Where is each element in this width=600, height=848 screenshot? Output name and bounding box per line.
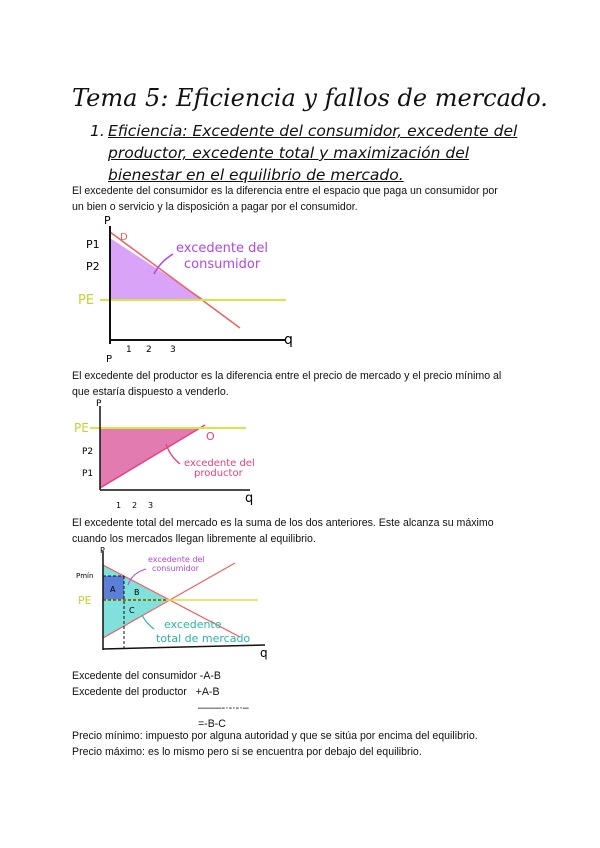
text-line: ––––-·-·-·– (198, 702, 249, 714)
axis-label-p: P (96, 399, 102, 409)
x-axis (103, 645, 265, 649)
total-surplus-area (103, 565, 168, 638)
text-line: que estaría dispuesto a venderlo. (72, 386, 229, 398)
calculation-block (72, 668, 249, 732)
text-line: El excedente total del mercado es la suma de los dos anteriores. Este alcanza su máximo (72, 517, 494, 529)
section-heading-line: productor, excedente total y maximización del (108, 144, 470, 162)
tick: 1 (126, 345, 132, 355)
heading-number: 1. (90, 122, 105, 140)
label-o: O (206, 430, 215, 443)
total-surplus-diagram (70, 545, 280, 665)
annotation-text: excedente (164, 618, 222, 631)
annotation-text: productor (194, 468, 243, 479)
text-line: cuando los mercados llegan libremente al equilibrio. (72, 533, 316, 545)
axis-label-q: q (245, 491, 254, 506)
text-line: Precio máximo: es lo mismo pero si se encuentra por debajo del equilibrio. (72, 746, 422, 758)
annotation-text: excedente del (184, 458, 255, 469)
arrow-icon (142, 615, 154, 629)
label-d: D (120, 232, 128, 243)
label-p-bottom: P (106, 354, 113, 362)
axis-label-q: q (284, 332, 293, 348)
label-a: A (110, 585, 116, 594)
consumer-surplus-diagram (70, 212, 310, 362)
text-line: Precio mínimo: impuesto por alguna autoridad y que se sitúa por encima del equilibrio. (72, 730, 478, 742)
section-heading-line: bienestar en el equilibrio de mercado. (108, 166, 404, 184)
label-pe: PE (74, 421, 89, 435)
section-heading-line: Eficiencia: Excedente del consumidor, excedente del (108, 122, 518, 140)
label-p1: P1 (86, 238, 100, 251)
producer-surplus-diagram (70, 398, 270, 513)
paragraph-total-surplus (72, 515, 494, 547)
label-pe: PE (78, 594, 92, 607)
annotation-text: excedente del (176, 241, 268, 256)
label-p2: P2 (82, 447, 94, 457)
axis-label-p: P (100, 546, 105, 555)
text-line: Excedente del productor +A-B (72, 686, 220, 698)
text-line: Excedente del consumidor -A-B (72, 670, 221, 682)
label-pe: PE (78, 293, 95, 308)
axis-label-q: q (260, 646, 268, 660)
text-line: El excedente del productor es la diferencia entre el precio de mercado y el precio mínimo al (72, 370, 502, 382)
label-pmin: Pmín (76, 572, 94, 580)
text-line: un bien o servicio y la disposición a pagar por el consumidor. (72, 201, 358, 213)
tick: 2 (132, 501, 138, 510)
label-p2: P2 (86, 260, 100, 273)
page-title: Tema 5: Eficiencia y fallos de mercado. (72, 84, 548, 112)
annotation-text: total de mercado (156, 632, 251, 645)
label-c: C (129, 606, 135, 615)
text-line: El excedente del consumidor es la diferencia entre el espacio que paga un consumidor por (72, 185, 498, 197)
tick: 1 (116, 501, 122, 510)
axis-label-p: P (104, 214, 111, 227)
label-p1: P1 (82, 469, 94, 479)
text-line: =-B-C (198, 718, 226, 730)
annotation-text: consumidor (152, 564, 199, 573)
tick: 2 (146, 345, 152, 355)
annotation-text: excedente del (148, 555, 205, 564)
paragraph-price-controls (72, 728, 478, 760)
paragraph-consumer-surplus (72, 183, 498, 215)
tick: 3 (170, 345, 176, 355)
tick: 3 (148, 501, 154, 510)
annotation-text: consumidor (184, 257, 261, 272)
label-b: B (134, 588, 140, 597)
paragraph-producer-surplus (72, 368, 501, 400)
